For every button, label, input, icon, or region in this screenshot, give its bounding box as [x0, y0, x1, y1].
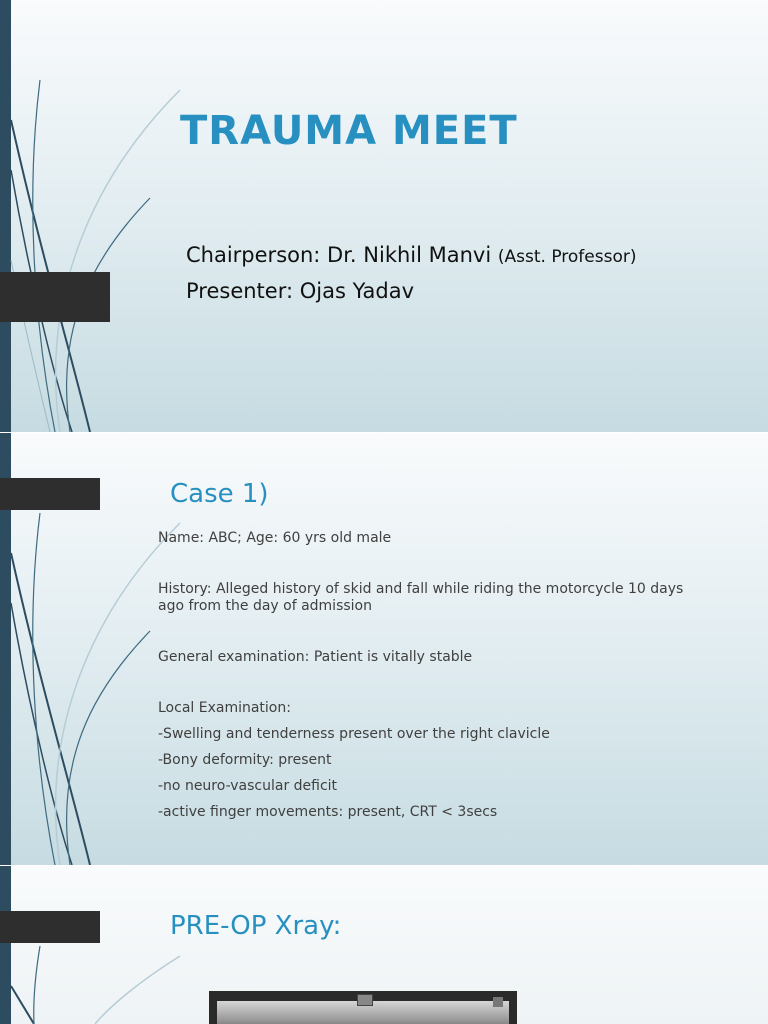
local-exam-item: -Bony deformity: present [158, 752, 332, 768]
local-exam-item: -active finger movements: present, CRT < 3secs [158, 804, 498, 820]
patient-name-age: Name: ABC; Age: 60 yrs old male [158, 530, 392, 546]
chairperson-name: Chairperson: Dr. Nikhil Manvi [186, 243, 492, 267]
case-details [158, 530, 738, 821]
pre-op-xray-image [209, 991, 517, 1024]
case-slide [0, 433, 768, 865]
chairperson-role: (Asst. Professor) [497, 247, 637, 267]
presenter-line: Presenter: Ojas Yadav [186, 279, 415, 303]
general-examination: General examination: Patient is vitally stable [158, 649, 473, 665]
title-slide [0, 0, 768, 432]
chairperson-line [186, 238, 636, 274]
xray-slide [0, 866, 768, 1024]
decorative-swoosh-lines [0, 866, 220, 1024]
slide-title: TRAUMA MEET [180, 108, 518, 154]
local-exam-item: -Swelling and tenderness present over the right clavicle [158, 726, 550, 742]
local-examination-heading: Local Examination: [158, 700, 291, 716]
history-line-1: History: Alleged history of skid and fall while riding the motorcycle 10 days [158, 581, 684, 597]
arrow-tab [0, 911, 100, 943]
arrow-tab [0, 272, 110, 322]
history-line-2: ago from the day of admission [158, 598, 372, 614]
case-heading: Case 1) [170, 479, 269, 509]
local-exam-item: -no neuro-vascular deficit [158, 778, 338, 794]
xray-clip [493, 997, 503, 1007]
xray-heading: PRE-OP Xray: [170, 911, 342, 941]
xray-clip [357, 994, 373, 1006]
presentation-credits [186, 238, 636, 308]
decorative-swoosh-lines [0, 0, 220, 432]
arrow-tab [0, 478, 100, 510]
